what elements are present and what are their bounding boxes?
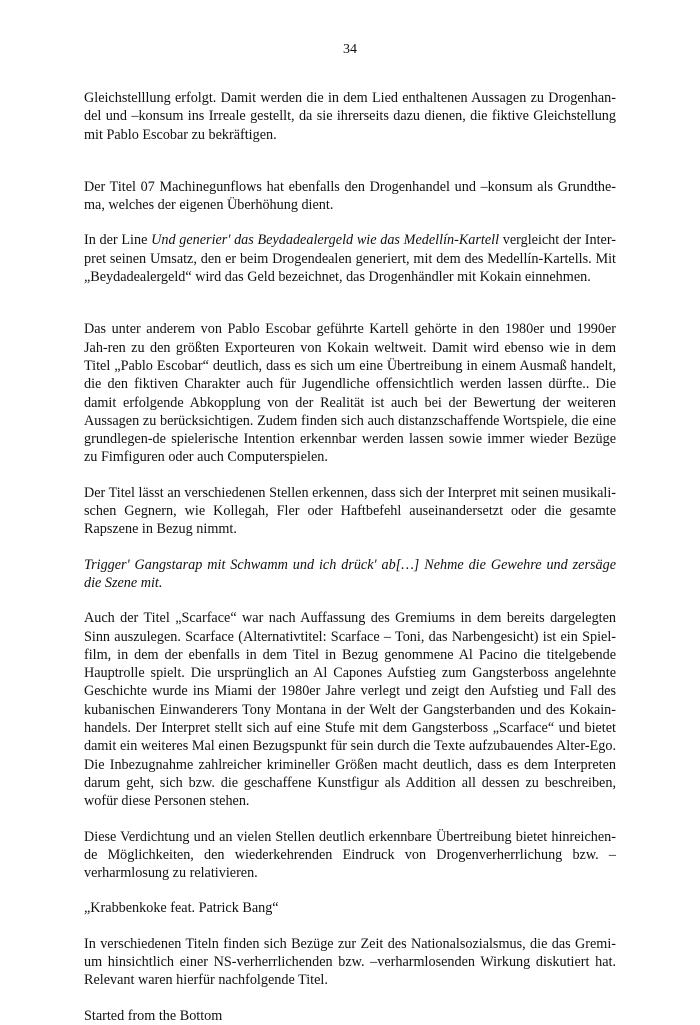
text-run: In der Line [84, 232, 152, 249]
paragraph-verdichtung: Diese Verdichtung und an vielen Stellen deutlich erkennbare Übertreibung bietet hinreichen-de Möglichkeiten, den wiederkehrenden Eindruck von Drogenverherrlichung bzw. –verharmlosung zu relativieren. [84, 828, 616, 882]
paragraph-machinegunflows: Der Titel 07 Machinegunflows hat ebenfalls den Drogenhandel und –konsum als Grundthe-ma, welches der eigenen Überhöhung dient. [84, 178, 616, 214]
page-body [84, 89, 616, 1025]
song-title-krabbenkoke: „Krabbenkoke feat. Patrick Bang“ [84, 900, 279, 917]
paragraph-medellin-line [84, 231, 616, 286]
paragraph-gleichstellung: Gleichstelllung erfolgt. Damit werden die in dem Lied enthaltenen Aussagen zu Drogenhan-del und –konsum ins Irreale gestellt, da sie ihrerseits dazu dienen, die fiktive Gleichstellung mit Pablo Escobar zu bekräftigen. [84, 90, 616, 143]
lyric-quote: Und generier' das Beydadealergeld wie das Medellín-Kartell [151, 232, 500, 249]
paragraph-gegner: Der Titel lässt an verschiedenen Stellen erkennen, dass sich der Interpret mit seinen musikali-schen Gegnern, wie Kollegah, Fler oder Haftbefehl auseinandersetzt oder die gesamte Rapszene in Bezug nimmt. [84, 484, 616, 538]
paragraph-nationalsozialismus: In verschiedenen Titeln finden sich Bezüge zur Zeit des Nationalsozialsmus, die das Gremi-um hinsichtlich einer NS-verherrlichenden bzw. –verharmlosenden Wirkung diskutiert hat. Relevant waren hierfür nachfolgende Titel. [84, 935, 616, 989]
text-run: vergleicht der Inter-pret seinen Umsatz, den er beim Drogendealen generiert, mit dem des Medellín-Kartells. Mit „Beydadealergeld“ wird das Geld bezeichnet, das Drogenhändler mit Kokain einnehmen. [84, 232, 616, 286]
page-number: 34 [343, 42, 357, 57]
lyric-quote-gangstarap [84, 556, 616, 593]
paragraph-scarface: Auch der Titel „Scarface“ war nach Auffassung des Gremiums in dem bereits dargelegten Sinn auszulegen. Scarface (Alternativtitel: Scarface – Toni, das Narbengesicht) ist ein Spiel-film, in dem der ebenfalls in dem Titel in Bezug genommene Al Pacino die titelgebende Hauptrolle spielt. Die ursprünglich an Al Capones Aufstieg zum Gangsterboss angelehnte Geschichte wurde ins Miami der 1980er Jahre verlegt und zeigt den Aufstieg und Fall des kubanischen Einwanderers Tony Montana in der Welt der Gangsterbanden und des Kokain-handels. Der Interpret stellt sich auf eine Stufe mit dem Gangsterboss „Scarface“ und bietet damit ein weiteres Mal einen Bezugspunkt für sein durch die Texte aufzubauendes Alter-Ego. Die Inbezugnahme zahlreicher krimineller Größen macht deutlich, dass es dem Interpreten darum geht, sich bzw. die geschaffene Kunstfigur als Addition all dessen zu beschreiben, wofür diese Personen stehen. [84, 610, 616, 810]
song-title-started-from-the-bottom: Started from the Bottom [84, 1007, 223, 1024]
lyric-quote-text: Trigger' Gangstarap mit Schwamm und ich drück' ab[…] Nehme die Gewehre und zersäge die Szene mit. [84, 556, 616, 591]
paragraph-kartell: Das unter anderem von Pablo Escobar geführte Kartell gehörte in den 1980er und 1990er Jah-ren zu den größten Exporteuren von Kokain weltweit. Damit wird ebenso wie in dem Titel „Pablo Escobar“ deutlich, dass es sich um eine Übertreibung in einem Ausmaß handelt, die den fiktiven Charakter auch für Jugendliche offensichtlich werden lassen dürfte.. Die damit erfolgende Abkopplung von der Realität ist auch bei der Bewertung der weiteren Aussagen zu berücksichtigen. Zudem finden sich auch distanzschaffende Wortspiele, die eine grundlegen-de spielerische Intention erkennbar werden lassen sowie immer wieder Bezüge zu Fimfiguren oder auch Computerspielen. [84, 321, 616, 466]
